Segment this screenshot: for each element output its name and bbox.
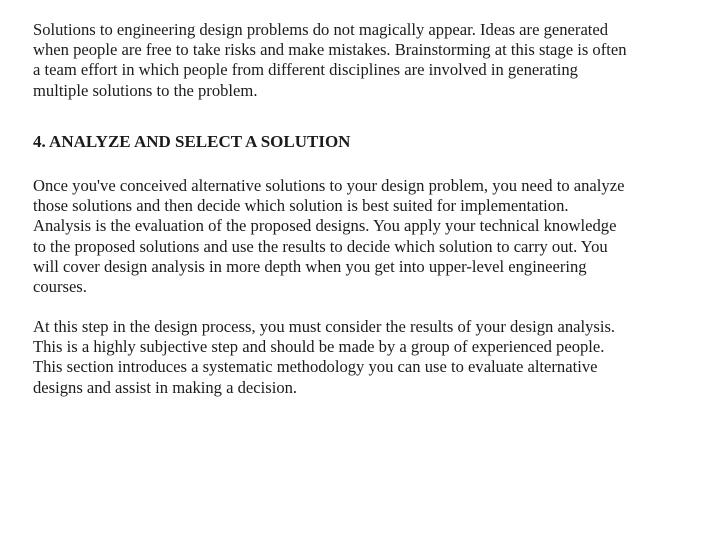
text-line: those solutions and then decide which solution is best suited for implementation.	[33, 196, 569, 216]
text-line: At this step in the design process, you must consider the results of your design analysis.	[33, 317, 616, 336]
text-line: Analysis is the evaluation of the proposed designs. You apply your technical knowledge	[33, 216, 617, 236]
paragraph-ideas-generation	[33, 20, 693, 101]
text-line: Solutions to engineering design problems do not magically appear. Ideas are generated	[33, 20, 609, 39]
text-line: Once you've conceived alternative solutions to your design problem, you need to analyze	[33, 176, 625, 195]
text-line: to the proposed solutions and use the results to decide which solution to carry out. You	[33, 236, 608, 256]
text-line: This section introduces a systematic methodology you can use to evaluate alternative	[33, 357, 598, 377]
text-line: designs and assist in making a decision.	[33, 377, 298, 397]
text-line: This is a highly subjective step and should be made by a group of experienced people.	[33, 337, 605, 357]
text-line: a team effort in which people from different disciplines are involved in generating	[33, 60, 578, 80]
text-line: multiple solutions to the problem.	[33, 80, 258, 100]
text-line: when people are free to take risks and make mistakes. Brainstorming at this stage is often	[33, 40, 627, 60]
paragraph-analysis	[33, 176, 693, 297]
text-line: will cover design analysis in more depth when you get into upper-level engineering	[33, 256, 587, 276]
paragraph-selection	[33, 317, 693, 398]
text-line: courses.	[33, 276, 87, 296]
section-heading: 4. ANALYZE AND SELECT A SOLUTION	[33, 132, 351, 151]
